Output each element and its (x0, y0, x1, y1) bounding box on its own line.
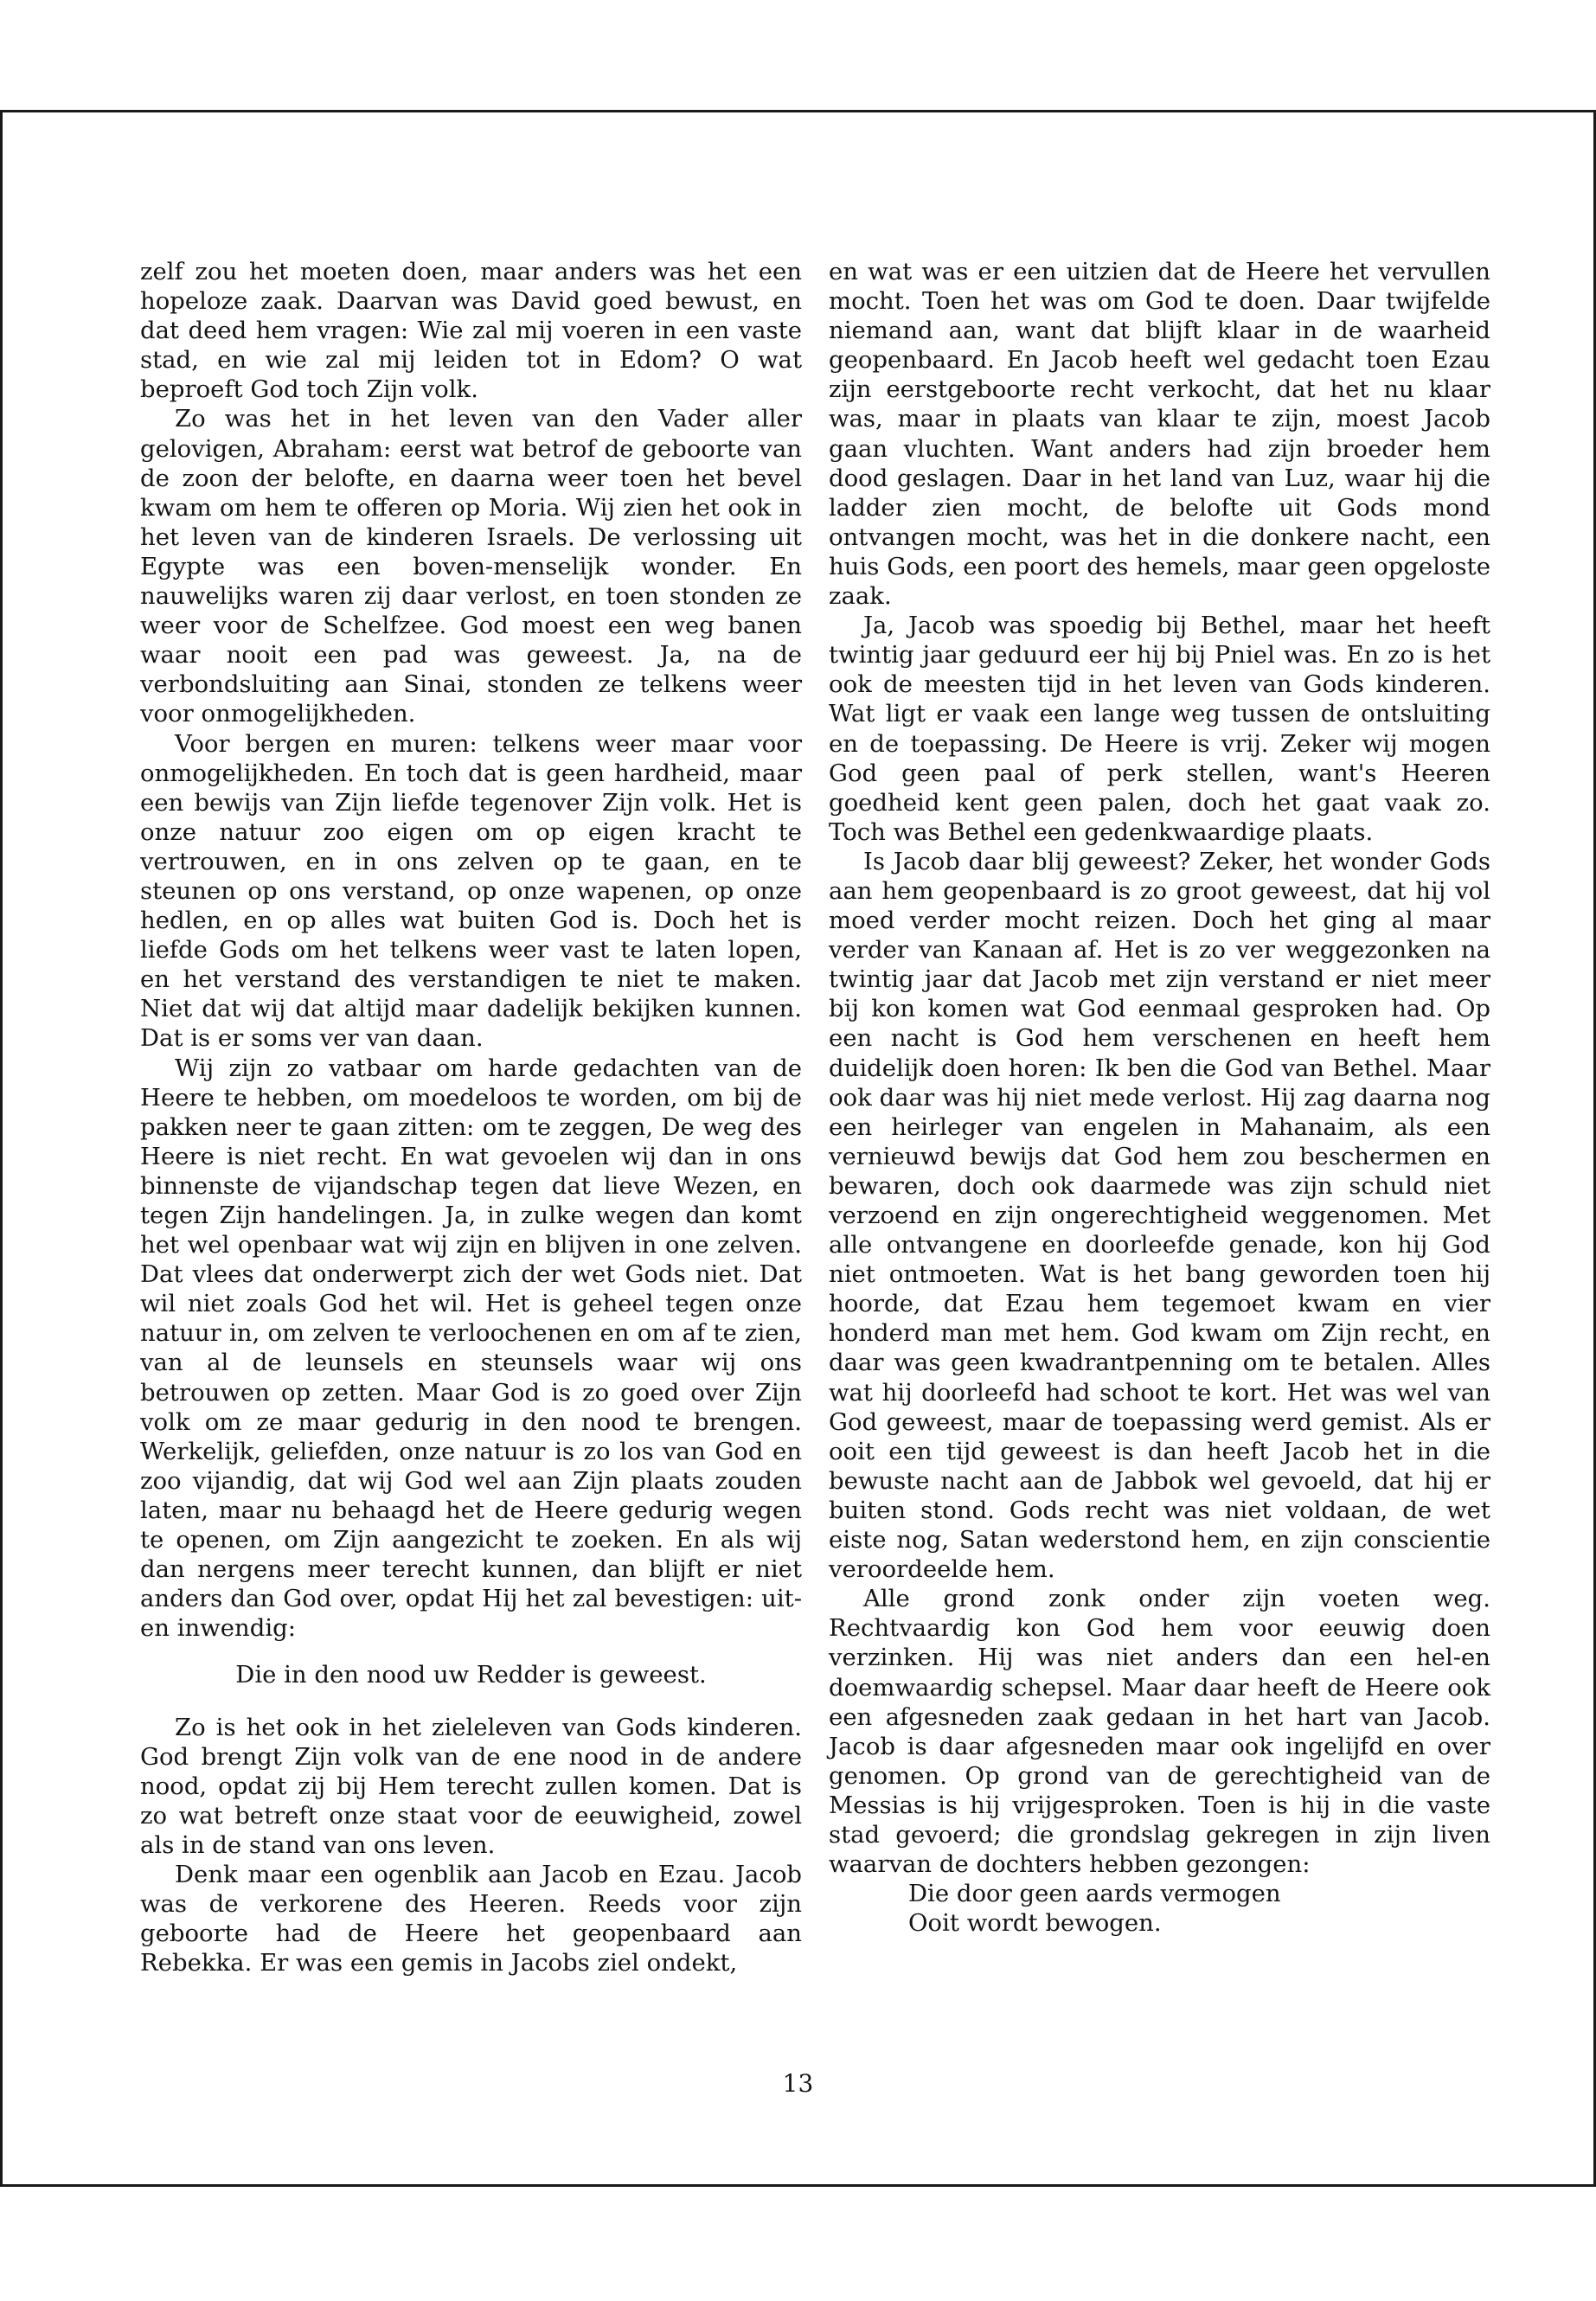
paragraph: Denk maar een ogenblik aan Jacob en Ezau. Jacob was de verkorene des Heeren. Reeds voor zijn geboorte had de Heere het geopenbaard aan Rebekka. Er was een gemis in Jacobs ziel ondekt, (140, 1860, 802, 1977)
page-border-bottom (0, 2184, 1596, 2187)
page-border-left (0, 110, 3, 2186)
paragraph: Wij zijn zo vatbaar om harde gedachten van de Heere te hebben, om moedeloos te worden, om bij de pakken neer te gaan zitten: om te zeggen, De weg des Heere is niet recht. En wat gevoelen wij dan in ons binnenste de vijandschap tegen dat lieve Wezen, en tegen Zijn handelingen. Ja, in zulke wegen dan komt het wel openbaar wat wij zijn en blijven in one zelven. Dat vlees dat onderwerpt zich der wet Gods niet. Dat wil niet zoals God het wil. Het is geheel tegen onze natuur in, om zelven te verloochenen en om af te zien, van al de leunsels en steunsels waar wij ons betrouwen op zetten. Maar God is zo goed over Zijn volk om ze maar gedurig in den nood te brengen. Werkelijk, geliefden, onze natuur is zo los van God en zoo vijandig, dat wij God wel aan Zijn plaats zouden laten, maar nu behaagd het de Heere gedurig wegen te openen, om Zijn aangezicht te zoeken. En als wij dan nergens meer terecht kunnen, dan blijft er niet anders dan God over, opdat Hij het zal bevestigen: uit-en inwendig: (140, 1054, 802, 1643)
page-number: 13 (782, 2069, 814, 2098)
verse-line: Die door geen aards vermogen (908, 1880, 1281, 1908)
page-border-top (0, 110, 1596, 112)
paragraph: Alle grond zonk onder zijn voeten weg. Rechtvaardig kon God hem voor eeuwig doen verzinken. Hij was niet anders dan een hel-en doemwaardig schepsel. Maar daar heeft de Heere ook een afgesneden zaak gedaan in het hart van Jacob. Jacob is daar afgesneden maar ook ingelijfd en over genomen. Op grond van de gerechtigheid van de Messias is hij vrijgesproken. Toen is hij in die vaste stad gevoerd; die grondslag gekregen in zijn liven waarvan de dochters hebben gezongen: (829, 1585, 1490, 1879)
paragraph: Zo is het ook in het zieleleven van Gods kinderen. God brengt Zijn volk van de ene nood in de andere nood, opdat zij bij Hem terecht zullen komen. Dat is zo wat betreft onze staat voor de eeuwigheid, zowel als in de stand van ons leven. (140, 1713, 802, 1859)
paragraph: Ja, Jacob was spoedig bij Bethel, maar het heeft twintig jaar geduurd eer hij bij Pniel was. En zo is het ook de meesten tijd in het leven van Gods kinderen. Wat ligt er vaak een lange weg tussen de ontsluiting en de toepassing. De Heere is vrij. Zeker wij mogen God geen paal of perk stellen, want's Heeren goedheid kent geen palen, doch het gaat vaak zo. Toch was Bethel een gedenkwaardige plaats. (829, 612, 1490, 846)
paragraph: zelf zou het moeten doen, maar anders was het een hopeloze zaak. Daarvan was David goed bewust, en dat deed hem vragen: Wie zal mij voeren in een vaste stad, en wie zal mij leiden tot in Edom? O wat beproeft God toch Zijn volk. (140, 258, 802, 404)
paragraph: en wat was er een uitzien dat de Heere het vervullen mocht. Toen het was om God te doen. Daar twijfelde niemand aan, want dat blijft klaar in de waarheid geopenbaard. En Jacob heeft wel gedacht toen Ezau zijn eerstgeboorte recht verkocht, dat het nu klaar was, maar in plaats van klaar te zijn, moest Jacob gaan vluchten. Want anders had zijn broeder hem dood geslagen. Daar in het land van Luz, waar hij die ladder zien mocht, de belofte uit Gods mond ontvangen mocht, was het in die donkere nacht, een huis Gods, een poort des hemels, maar geen opgeloste zaak. (829, 258, 1490, 611)
verse-line: Ooit wordt bewogen. (908, 1909, 1162, 1938)
paragraph: Is Jacob daar blij geweest? Zeker, het wonder Gods aan hem geopenbaard is zo groot geweest, dat hij vol moed verder mocht reizen. Doch het ging al maar verder van Kanaan af. Het is zo ver weggezonken na twintig jaar dat Jacob met zijn verstand er niet meer bij kon komen wat God eenmaal gesproken had. Op een nacht is God hem verschenen en heeft hem duidelijk doen horen: Ik ben die God van Bethel. Maar ook daar was hij niet mede verlost. Hij zag daarna nog een heirleger van engelen in Mahanaim, als een vernieuwd bewijs dat God hem zou beschermen en bewaren, doch ook daarmede was zijn schuld niet verzoend en zijn ongerechtigheid weggenomen. Met alle ontvangene en doorleefde genade, kon hij God niet ontmoeten. Wat is het bang geworden toen hij hoorde, dat Ezau hem tegemoet kwam en vier honderd man met hem. God kwam om Zijn recht, en daar was geen kwadrantpenning om te betalen. Alles wat hij doorleefd had schoot te kort. Het was wel van God geweest, maar de toepassing werd gemist. Als er ooit een tijd geweest is dan heeft Jacob het in die bewuste nacht aan de Jabbok wel gevoeld, dat hij er buiten stond. Gods recht was niet voldaan, de wet eiste nog, Satan wederstond hem, en zijn conscientie veroordeelde hem. (829, 847, 1490, 1584)
left-column (140, 257, 802, 1977)
quoted-verse: Die in den nood uw Redder is geweest. (235, 1661, 707, 1689)
paragraph: Voor bergen en muren: telkens weer maar voor onmogelijkheden. En toch dat is geen hardheid, maar een bewijs van Zijn liefde tegenover Zijn volk. Het is onze natuur zoo eigen om op eigen kracht te vertrouwen, en in ons zelven op te gaan, en te steunen op ons verstand, op onze wapenen, op onze hedlen, en op alles wat buiten God is. Doch het is liefde Gods om het telkens weer vast te laten lopen, en het verstand des verstandigen te niet te maken. Niet dat wij dat altijd maar dadelijk bekijken kunnen. Dat is er soms ver van daan. (140, 729, 802, 1053)
paragraph: Zo was het in het leven van den Vader aller gelovigen, Abraham: eerst wat betrof de geboorte van de zoon der belofte, en daarna weer toen het bevel kwam om hem te offeren op Moria. Wij zien het ook in het leven van de kinderen Israels. De verlossing uit Egypte was een boven-menselijk wonder. En nauwelijks waren zij daar verlost, en toen stonden ze weer voor de Schelfzee. God moest een weg banen waar nooit een pad was geweest. Ja, na de verbondsluiting aan Sinai, stonden ze telkens weer voor onmogelijkheden. (140, 405, 802, 728)
right-column (829, 257, 1490, 1938)
